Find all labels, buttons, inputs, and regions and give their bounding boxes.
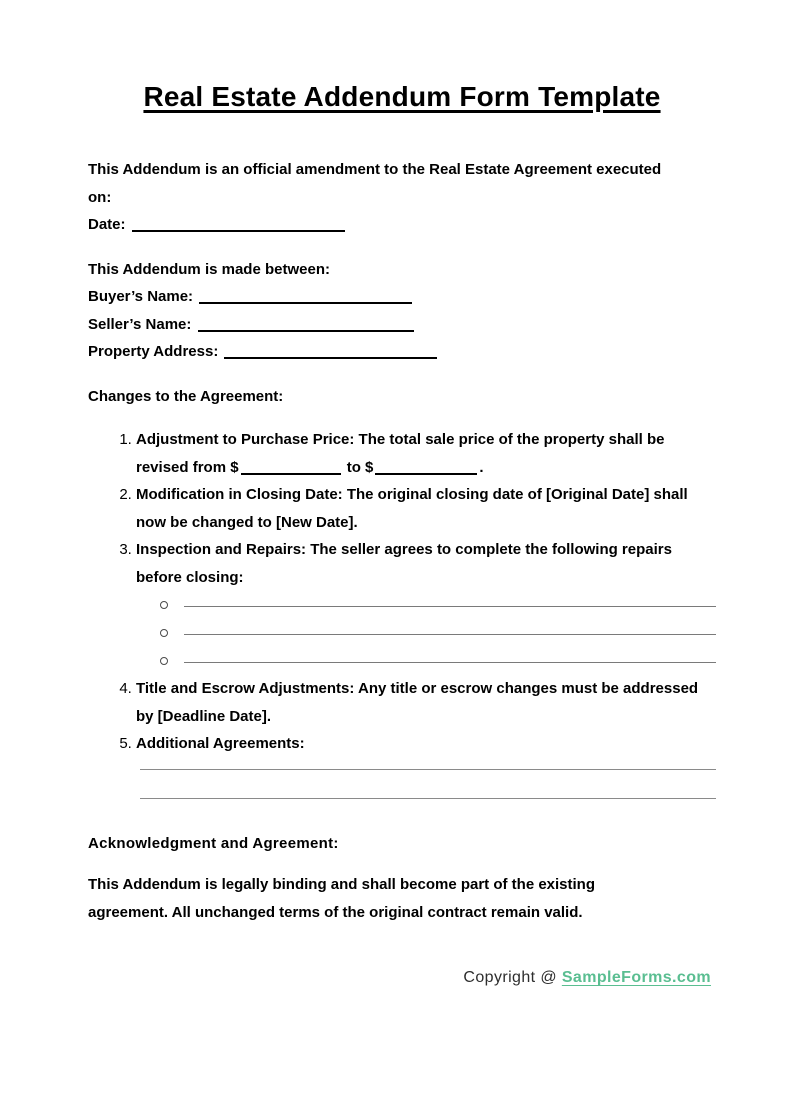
seller-name-line bbox=[88, 311, 716, 339]
circle-bullet-icon bbox=[160, 629, 168, 637]
circle-bullet-icon bbox=[160, 657, 168, 665]
additional-agreements-blank-lines bbox=[136, 758, 716, 799]
purchase-price-text-2: to $ bbox=[346, 458, 374, 476]
repairs-blank-list bbox=[136, 591, 716, 675]
closing-date-text: Modification in Closing Date: The original closing date of [Original Date] shall now be changed to [New Date]. bbox=[136, 486, 688, 531]
acknowledgment-paragraph bbox=[88, 871, 716, 926]
buyer-name-blank-line bbox=[199, 302, 412, 304]
date-label: Date: bbox=[88, 216, 126, 233]
repair-blank-line bbox=[184, 606, 716, 607]
acknowledgment-line-1: This Addendum is legally binding and shall become part of the existing bbox=[88, 876, 596, 893]
list-item-closing-date bbox=[136, 481, 716, 536]
changes-list bbox=[88, 426, 716, 799]
sampleforms-link[interactable]: SampleForms.com bbox=[561, 969, 711, 986]
additional-agreements-text: Additional Agreements: bbox=[136, 735, 305, 752]
price-from-blank-line bbox=[241, 473, 341, 475]
changes-heading: Changes to the Agreement: bbox=[88, 387, 284, 405]
agreement-blank-line bbox=[140, 787, 716, 799]
list-item-additional-agreements bbox=[136, 730, 716, 799]
list-item-purchase-price bbox=[136, 426, 716, 481]
property-address-label: Property Address: bbox=[88, 343, 219, 360]
purchase-price-text-3: . bbox=[479, 458, 484, 476]
repair-row bbox=[136, 619, 716, 647]
intro-line-2: on: bbox=[88, 188, 112, 206]
agreement-blank-line bbox=[140, 758, 716, 770]
property-address-line bbox=[88, 338, 716, 366]
repair-row bbox=[136, 591, 716, 619]
acknowledgment-heading: Acknowledgment and Agreement: bbox=[88, 834, 339, 852]
buyer-name-line bbox=[88, 283, 716, 311]
price-to-blank-line bbox=[375, 473, 477, 475]
repair-row bbox=[136, 647, 716, 675]
list-item-inspection-repairs bbox=[136, 536, 716, 675]
circle-bullet-icon bbox=[160, 601, 168, 609]
purchase-price-text-1: Adjustment to Purchase Price: The total sale price of the property shall be revised from $ bbox=[136, 431, 665, 476]
inspection-repairs-text: Inspection and Repairs: The seller agrees to complete the following repairs before closing: bbox=[136, 541, 672, 586]
title-escrow-text: Title and Escrow Adjustments: Any title or escrow changes must be addressed by [Deadline Date]. bbox=[136, 680, 699, 725]
copyright-text: Copyright @ bbox=[463, 969, 557, 986]
date-blank-line bbox=[132, 230, 345, 232]
parties-section bbox=[88, 256, 716, 366]
repair-blank-line bbox=[184, 662, 716, 663]
footer bbox=[88, 966, 716, 990]
buyer-name-label: Buyer’s Name: bbox=[88, 288, 194, 305]
property-address-blank-line bbox=[224, 357, 437, 359]
acknowledgment-line-2: agreement. All unchanged terms of the original contract remain valid. bbox=[88, 903, 583, 921]
date-line bbox=[88, 211, 716, 239]
changes-section-heading-wrap bbox=[88, 383, 716, 411]
page-title: Real Estate Addendum Form Template bbox=[143, 81, 661, 112]
seller-name-blank-line bbox=[198, 330, 414, 332]
parties-heading: This Addendum is made between: bbox=[88, 260, 330, 278]
intro-line-1: This Addendum is an official amendment to the Real Estate Agreement executed bbox=[88, 161, 662, 178]
document-page bbox=[0, 80, 804, 1116]
intro-section bbox=[88, 156, 716, 239]
list-item-title-escrow bbox=[136, 675, 716, 730]
repair-blank-line bbox=[184, 634, 716, 635]
seller-name-label: Seller’s Name: bbox=[88, 315, 192, 333]
